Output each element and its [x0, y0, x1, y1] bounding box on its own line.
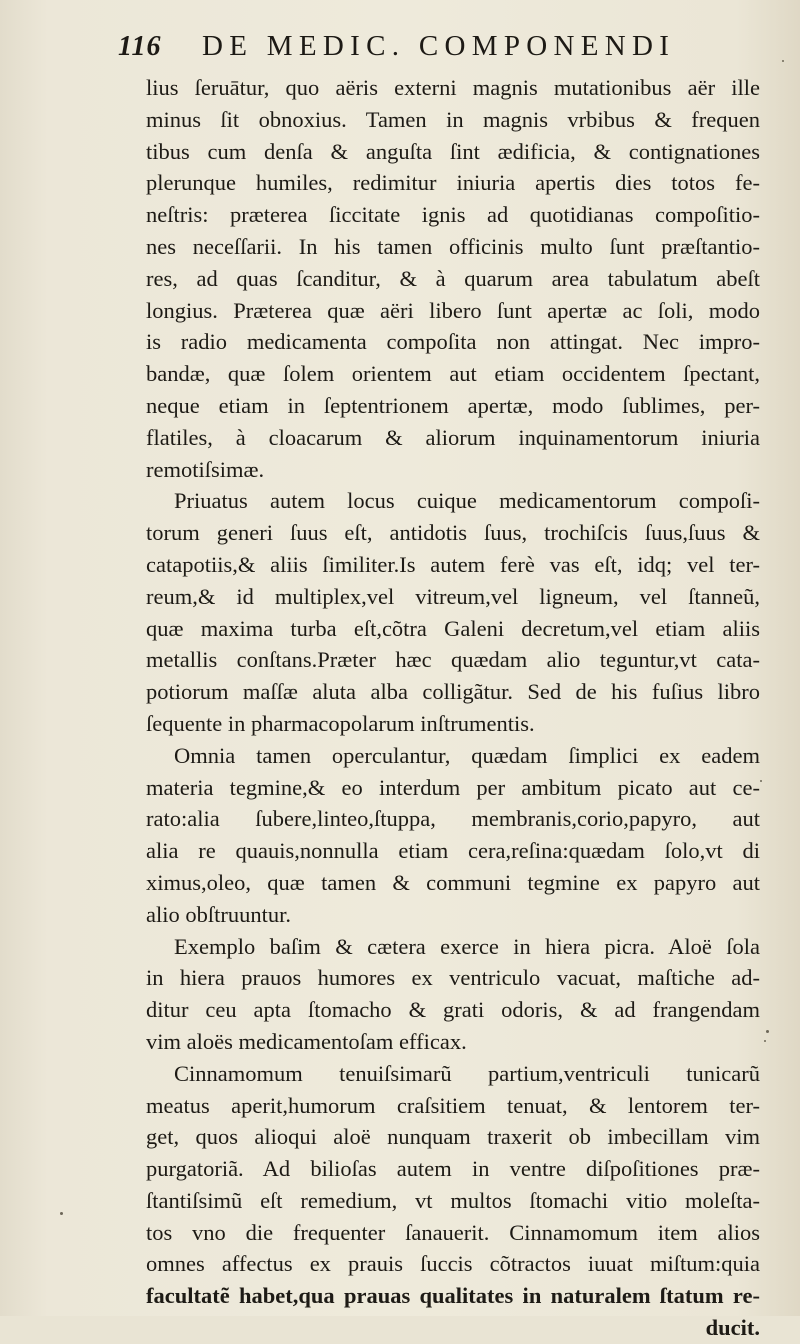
- text-line: facultatẽ habet,qua prauas qualitates in naturalem ſtatum re-: [146, 1283, 760, 1309]
- text-line: Exemplo baſim & cætera exerce in hiera picra. Aloë ſola: [174, 933, 760, 959]
- text-line: Omnia tamen operculantur, quædam ſimplici ex eadem: [174, 742, 760, 768]
- text-line: metallis conſtans.Præter hæc quædam alio teguntur,vt cata-: [146, 647, 760, 673]
- text-line: bandæ, quæ ſolem orientem aut etiam occidentem ſpectant,: [146, 361, 760, 387]
- text-line: omnes affectus ex prauis ſuccis cõtractos iuuat miſtum:quia: [146, 1251, 760, 1277]
- text-line: ximus,oleo, quæ tamen & communi tegmine ex papyro aut: [146, 869, 760, 895]
- text-line: ſtantiſsimũ eſt remedium, vt multos ſtomachi vitio moleſta-: [146, 1187, 760, 1213]
- text-line: quæ maxima turba eſt,cõtra Galeni decretum,vel etiam aliis: [146, 615, 760, 641]
- page-header: [118, 30, 740, 63]
- text-line: meatus aperit,humorum craſsitiem tenuat, & lentorem ter-: [146, 1092, 760, 1118]
- text-line: tibus cum denſa & anguſta ſint ædificia, & contignationes: [146, 138, 760, 164]
- text-line: ſequente in pharmacopolarum inſtrumentis.: [146, 710, 535, 736]
- text-line: nes neceſſarii. In his tamen officinis multo ſunt præſtantio-: [146, 233, 760, 259]
- text-line: longius. Præterea quæ aëri libero ſunt apertæ ac ſoli, modo: [146, 297, 760, 323]
- text-line: reum,& id multiplex,vel vitreum,vel ligneum, vel ſtanneũ,: [146, 583, 760, 609]
- text-line: materia tegmine,& eo interdum per ambitum picato aut ce-: [146, 774, 760, 800]
- text-line: neque etiam in ſeptentrionem apertæ, modo ſublimes, per-: [146, 392, 760, 418]
- text-line: alio obſtruuntur.: [146, 901, 291, 927]
- text-line: minus ſit obnoxius. Tamen in magnis vrbibus & frequen: [146, 106, 760, 132]
- text-line: torum generi ſuus eſt, antidotis ſuus, trochiſcis ſuus,ſuus &: [146, 520, 760, 546]
- text-line: ditur ceu apta ſtomacho & grati odoris, & ad frangendam: [146, 997, 760, 1023]
- text-line: res, ad quas ſcanditur, & à quarum area tabulatum abeſt: [146, 265, 760, 291]
- text-line: tos vno die frequenter ſanauerit. Cinnamomum item alios: [146, 1219, 760, 1245]
- body-text: [146, 72, 760, 1344]
- text-line: catapotiis,& aliis ſimiliter.Is autem ferè vas eſt, idq; vel ter-: [146, 551, 760, 577]
- page-number: 116: [118, 31, 162, 62]
- text-line: Cinnamomum tenuiſsimarũ partium,ventriculi tunicarũ: [174, 1060, 760, 1086]
- text-line: potiorum maſſæ aluta alba colligãtur. Sed de his fuſius libro: [146, 679, 760, 705]
- text-line: ducit.: [705, 1315, 760, 1341]
- text-line: Priuatus autem locus cuique medicamentorum compoſi-: [174, 488, 760, 514]
- text-line: is radio medicamenta compoſita non attingat. Nec impro-: [146, 329, 760, 355]
- text-line: purgatoriã. Ad bilioſas autem in ventre diſpoſitiones præ-: [146, 1156, 760, 1182]
- text-line: remotiſsimæ.: [146, 456, 265, 482]
- text-line: neſtris: præterea ſiccitate ignis ad quotidianas compoſitio-: [146, 202, 760, 228]
- text-line: flatiles, à cloacarum & aliorum inquinamentorum iniuria: [146, 424, 760, 450]
- text-line: plerunque humiles, redimitur iniuria apertis dies totos fe-: [146, 170, 760, 196]
- text-line: lius ſeruātur, quo aëris externi magnis mutationibus aër ille: [146, 75, 760, 100]
- text-line: alia re quauis,nonnulla etiam cera,reſina:quædam ſolo,vt di: [146, 838, 760, 864]
- text-line: rato:alia ſubere,linteo,ſtuppa, membranis,corio,papyro, aut: [146, 806, 760, 832]
- running-title: DE MEDIC. COMPONENDI: [202, 30, 676, 62]
- text-line: in hiera prauos humores ex ventriculo vacuat, maſtiche ad-: [146, 965, 760, 991]
- text-line: get, quos alioqui aloë nunquam traxerit ob imbecillam vim: [146, 1124, 760, 1150]
- text-line: vim aloës medicamentoſam efficax.: [146, 1028, 467, 1054]
